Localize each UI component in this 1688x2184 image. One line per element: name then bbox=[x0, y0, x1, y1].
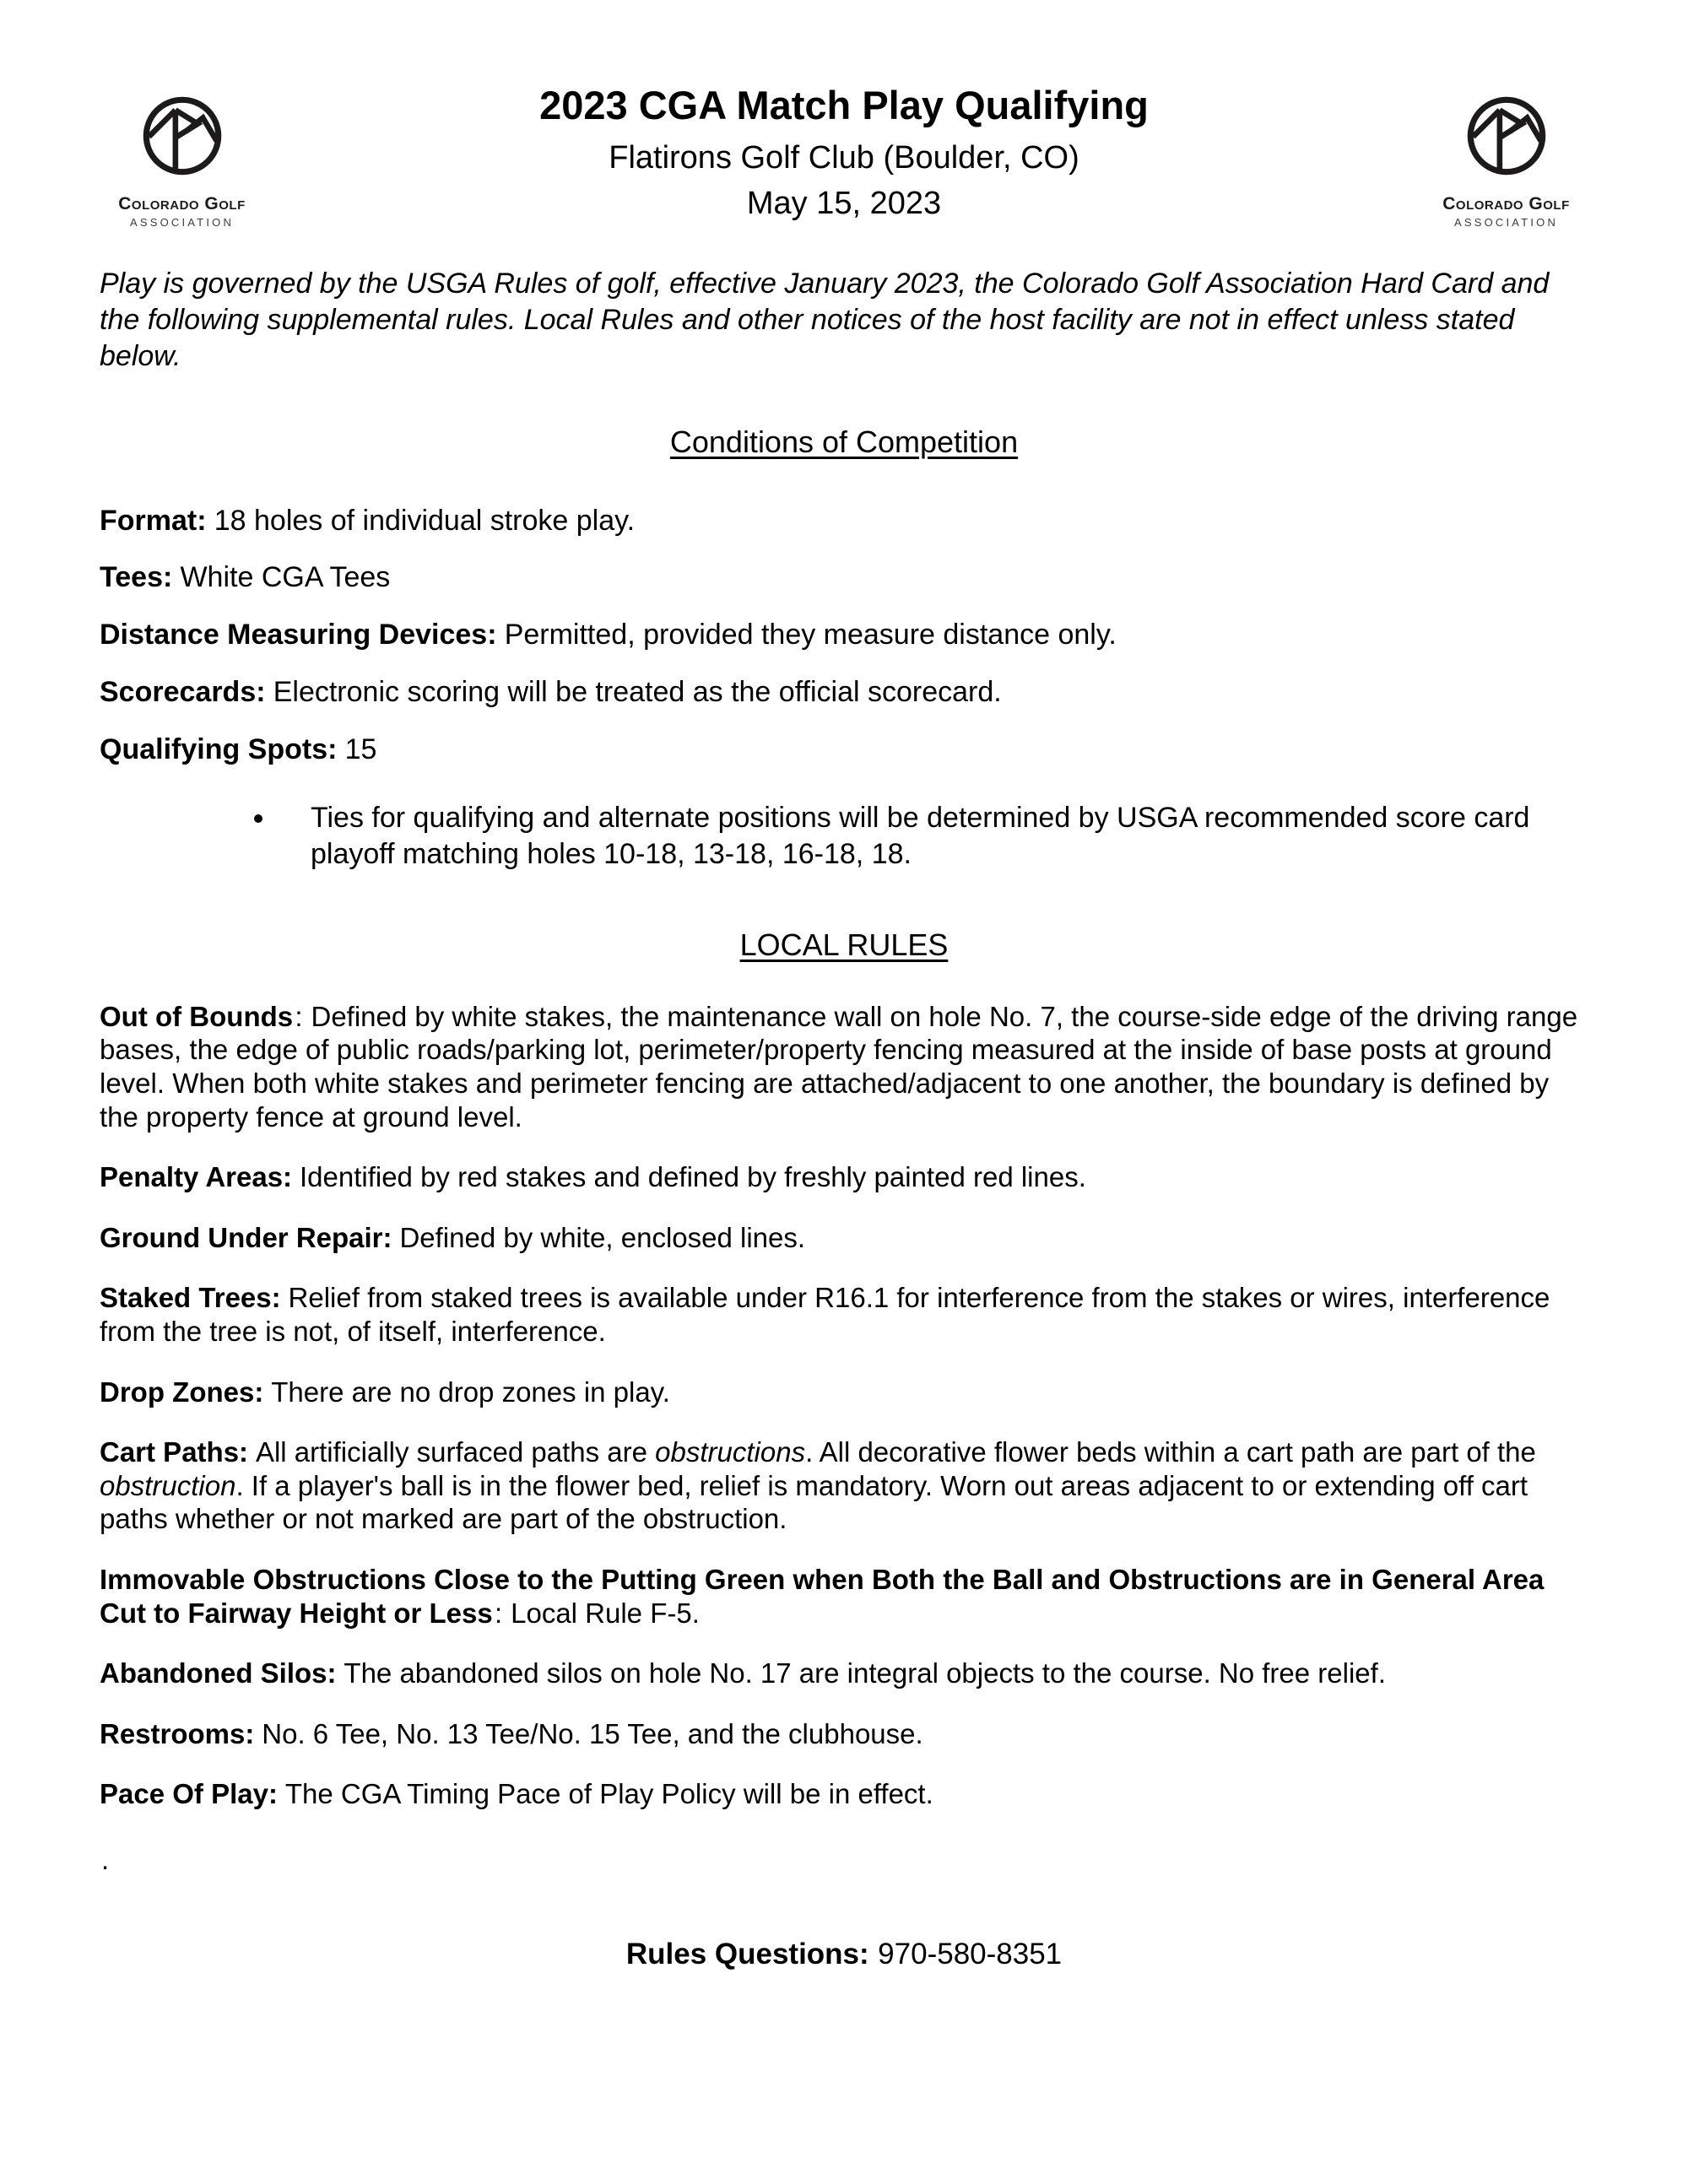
tie-break-bullet-item: • Ties for qualifying and alternate positions will be determined by USGA recommended score card playoff matching holes 10-18, 13-18, 16-18, 18. bbox=[277, 800, 1534, 871]
cga-mountain-flag-icon bbox=[1424, 86, 1588, 189]
tees-item bbox=[100, 560, 1588, 595]
rules-questions-label: Rules Questions: bbox=[625, 1938, 869, 1971]
restrooms-text: No. 6 Tee, No. 13 Tee/No. 15 Tee, and the clubhouse. bbox=[262, 1717, 923, 1749]
scorecards-text: Electronic scoring will be treated as the official scorecard. bbox=[273, 675, 1002, 708]
document-venue: Flatirons Golf Club (Boulder, CO) bbox=[609, 140, 1079, 176]
immovable-obstructions-text: Local Rule F-5. bbox=[511, 1597, 700, 1629]
logo-org-name: Colorado Golf bbox=[118, 194, 246, 214]
qualifying-spots-item bbox=[100, 733, 1588, 767]
ground-under-repair-text: Defined by white, enclosed lines. bbox=[399, 1221, 806, 1253]
tie-break-bullet-list bbox=[100, 800, 1588, 871]
cga-logo-right bbox=[1424, 78, 1588, 230]
immovable-obstructions-rule bbox=[100, 1563, 1588, 1630]
cart-paths-rule bbox=[100, 1435, 1588, 1536]
title-block bbox=[264, 78, 1424, 230]
pace-of-play-text: The CGA Timing Pace of Play Policy will be in effect. bbox=[284, 1778, 933, 1810]
governing-rules-intro: Play is governed by the USGA Rules of golf, effective January 2023, the Colorado Golf Association Hard Card and the following supplemental rules. Local Rules and other notices of the host facility are not in effect unless stated below. bbox=[100, 267, 1550, 373]
cga-logo-left bbox=[100, 78, 264, 230]
stray-period: . bbox=[101, 1843, 110, 1875]
scorecards-item bbox=[100, 675, 1588, 710]
restrooms-label: Restrooms: bbox=[100, 1717, 255, 1749]
out-of-bounds-text: Defined by white stakes, the maintenance wall on hole No. 7, the course-side edge of the driving range bases, the edge of public roads/parking lot, perimeter/property fencing measured at the inside of base posts at ground level. When both white stakes and perimeter fencing are attached/adjacent to one another, the boundary is defined by the property fence at ground level. bbox=[100, 1000, 1578, 1133]
document-date: May 15, 2023 bbox=[746, 185, 942, 221]
cart-paths-italic-obstructions: obstructions bbox=[655, 1436, 806, 1468]
cart-paths-text-3: . If a player's ball is in the flower bed, relief is mandatory. Worn out areas adjacent to or extending off cart paths whether or not marked are part of the obstruction. bbox=[100, 1469, 1528, 1535]
document-header bbox=[100, 78, 1588, 230]
penalty-areas-text: Identified by red stakes and defined by freshly painted red lines. bbox=[299, 1161, 1086, 1193]
scorecards-label: Scorecards: bbox=[100, 675, 266, 708]
rules-questions-phone: 970-580-8351 bbox=[878, 1938, 1063, 1971]
staked-trees-label: Staked Trees: bbox=[100, 1282, 281, 1314]
format-label: Format: bbox=[100, 504, 207, 537]
rules-questions-footer bbox=[100, 1938, 1588, 1971]
ground-under-repair-label: Ground Under Repair: bbox=[100, 1221, 392, 1253]
drop-zones-label: Drop Zones: bbox=[100, 1376, 264, 1408]
abandoned-silos-text: The abandoned silos on hole No. 17 are integral objects to the course. No free relief. bbox=[344, 1657, 1386, 1689]
local-rules-heading: LOCAL RULES bbox=[739, 927, 949, 962]
drop-zones-text: There are no drop zones in play. bbox=[271, 1376, 670, 1408]
immovable-obstructions-colon: : bbox=[495, 1597, 503, 1629]
out-of-bounds-label: Out of Bounds bbox=[100, 1000, 294, 1032]
pace-of-play-label: Pace Of Play: bbox=[100, 1778, 278, 1810]
ground-under-repair-rule bbox=[100, 1221, 1588, 1255]
abandoned-silos-label: Abandoned Silos: bbox=[100, 1657, 337, 1689]
logo-org-name: Colorado Golf bbox=[1442, 194, 1570, 214]
penalty-areas-label: Penalty Areas: bbox=[100, 1161, 293, 1193]
document-title: 2023 CGA Match Play Qualifying bbox=[539, 83, 1149, 127]
logo-org-subname: ASSOCIATION bbox=[1453, 216, 1559, 230]
distance-devices-item bbox=[100, 618, 1588, 652]
qualifying-spots-text: 15 bbox=[344, 733, 377, 765]
distance-devices-label: Distance Measuring Devices: bbox=[100, 619, 497, 651]
staked-trees-rule bbox=[100, 1281, 1588, 1348]
logo-org-subname: ASSOCIATION bbox=[129, 216, 235, 230]
tees-label: Tees: bbox=[100, 561, 173, 594]
abandoned-silos-rule bbox=[100, 1657, 1588, 1690]
staked-trees-text: Relief from staked trees is available under R16.1 for interference from the stakes or wires, interference from the tree is not, of itself, interference. bbox=[100, 1282, 1550, 1347]
cart-paths-label: Cart Paths: bbox=[100, 1436, 249, 1468]
pace-of-play-rule bbox=[100, 1777, 1588, 1811]
penalty-areas-rule bbox=[100, 1160, 1588, 1194]
format-text: 18 holes of individual stroke play. bbox=[214, 504, 636, 537]
conditions-heading: Conditions of Competition bbox=[669, 424, 1019, 459]
cart-paths-text-2: . All decorative flower beds within a cart path are part of the bbox=[805, 1436, 1536, 1468]
out-of-bounds-rule bbox=[100, 1000, 1588, 1133]
cga-mountain-flag-icon bbox=[100, 86, 264, 189]
drop-zones-rule bbox=[100, 1376, 1588, 1409]
cart-paths-text-1: All artificially surfaced paths are bbox=[255, 1436, 656, 1468]
out-of-bounds-colon: : bbox=[295, 1000, 303, 1032]
format-item bbox=[100, 504, 1588, 538]
qualifying-spots-label: Qualifying Spots: bbox=[100, 733, 338, 765]
immovable-obstructions-label: Immovable Obstructions Close to the Putting Green when Both the Ball and Obstructions are in General Area Cut to Fairway Height or Less bbox=[100, 1563, 1545, 1629]
distance-devices-text: Permitted, provided they measure distance only. bbox=[504, 619, 1117, 651]
cart-paths-italic-obstruction: obstruction bbox=[100, 1469, 236, 1501]
restrooms-rule bbox=[100, 1717, 1588, 1751]
tees-text: White CGA Tees bbox=[180, 561, 391, 594]
